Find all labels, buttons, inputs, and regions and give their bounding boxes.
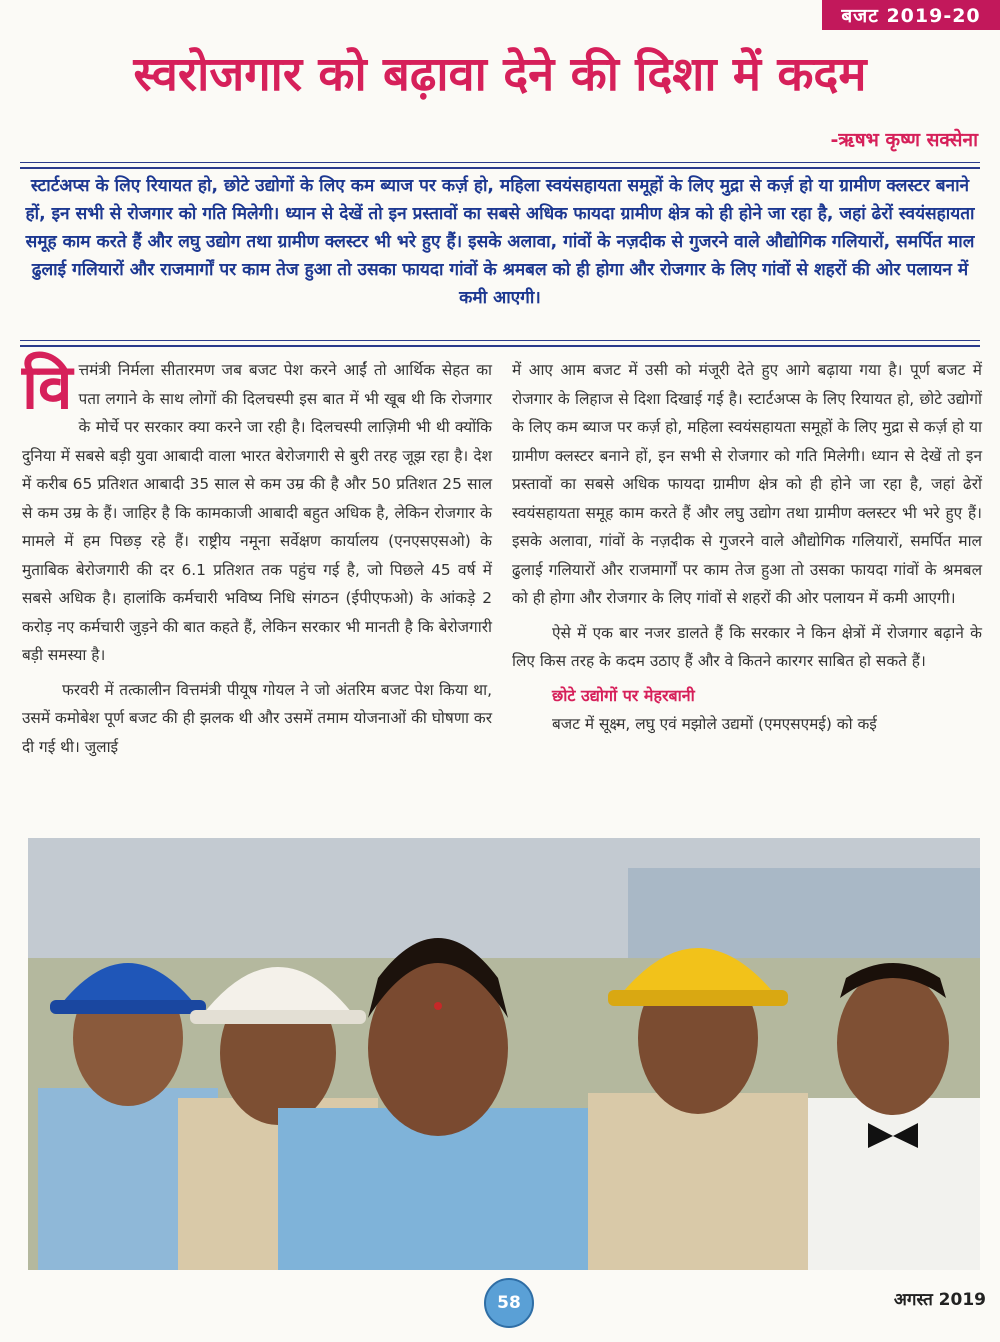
article-title: स्वरोजगार को बढ़ावा देने की दिशा में कदम	[133, 47, 867, 102]
workers-photo	[28, 838, 980, 1270]
intro-rule-bottom	[20, 340, 980, 347]
section-badge: बजट 2019-20	[822, 0, 1000, 30]
article-column-left	[22, 350, 492, 767]
paragraph-5: बजट में सूक्ष्म, लघु एवं मझोले उद्यमों (एमएसएमई) को कई	[552, 715, 877, 733]
paragraph-3: में आए आम बजट में उसी को मंजूरी देते हुए आगे बढ़ाया गया है। पूर्ण बजट में रोजगार के लिहाज से दिशा दिखाई गई है। स्टार्टअप्स के लिए रियायत हो, छोटे उद्योगों के लिए कम ब्याज पर कर्ज़ हो, महिला स्वयंसहायता समूहों के लिए मुद्रा से कर्ज़ हो या ग्रामीण क्लस्टर बनाने हों, इन सभी से रोजगार को गति मिलेगी। ध्यान से देखें तो इन प्रस्तावों का सबसे अधिक फायदा ग्रामीण क्षेत्र को ही होने जा रहा है, जहां ढेरों स्वयंसहायता समूह काम करते हैं और लघु उद्योग तथा ग्रामीण क्लस्टर भी भरे हुए हैं। इसके अलावा, गांवों के नज़दीक से गुजरने वाले औद्योगिक गलियारों, समर्पित माल ढुलाई गलियारों और राजमार्गों पर काम तेज हुआ तो उसका फायदा गांवों के श्रमबल को ही होगा और रोजगार के लिए गांवों से शहरों की ओर पलायन में कमी आएगी।	[512, 361, 982, 607]
paragraph-1	[22, 350, 492, 670]
author-byline: -ऋषभ कृष्ण सक्सेना	[830, 129, 978, 151]
paragraph-2: फरवरी में तत्कालीन वित्तमंत्री पीयूष गोयल ने जो अंतरिम बजट पेश किया था, उसमें कमोबेश पूर्ण बजट की ही झलक थी और उसमें तमाम योजनाओं की घोषणा कर दी गई थी। जुलाई	[22, 680, 492, 756]
paragraph-1-text: त्तमंत्री निर्मला सीतारमण जब बजट पेश करने आईं तो आर्थिक सेहत का पता लगाने के साथ लोगों की दिलचस्पी इस बात में भी खूब थी कि रोजगार के मोर्चे पर सरकार क्या करने जा रही है। दिलचस्पी लाज़िमी भी थी क्योंकि दुनिया में सबसे बड़ी युवा आबादी वाला भारत बेरोजगारी से बुरी तरह जूझ रहा है। देश में करीब 65 प्रतिशत आबादी 35 साल से कम उम्र की है और 50 प्रतिशत 25 साल से कम उम्र के हैं। जाहिर है कि कामकाजी आबादी बहुत अधिक है, लेकिन रोजगार के मामले में हम पिछड़ रहे हैं। राष्ट्रीय नमूना सर्वेक्षण कार्यालय (एनएसएसओ) के मुताबिक बेरोजगारी की दर 6.1 प्रतिशत तक पहुंच गई है, जो पिछले 45 वर्ष में सबसे अधिक है। हालांकि कर्मचारी भविष्य निधि संगठन (ईपीएफओ) के आंकड़े 2 करोड़ नए कर्मचारी जुड़ने की बात कहते हैं, लेकिन सरकार भी मानती है कि बेरोजगारी बड़ी समस्या है।	[22, 361, 492, 664]
intro-summary: स्टार्टअप्स के लिए रियायत हो, छोटे उद्योगों के लिए कम ब्याज पर कर्ज़ हो, महिला स्वयंसहायता समूहों के लिए मुद्रा से कर्ज़ हो या ग्रामीण क्लस्टर बनाने हों, इन सभी से रोजगार को गति मिलेगी। ध्यान से देखें तो इन प्रस्तावों का सबसे अधिक फायदा ग्रामीण क्षेत्र को ही होने जा रहा है, जहां ढेरों स्वयंसहायता समूह काम करते हैं और लघु उद्योग तथा ग्रामीण क्लस्टर भी भरे हुए हैं। इसके अलावा, गांवों के नज़दीक से गुजरने वाले औद्योगिक गलियारों, समर्पित माल ढुलाई गलियारों और राजमार्गों पर काम तेज हुआ तो उसका फायदा गांवों के श्रमबल को ही होगा और रोजगार के लिए गांवों से शहरों की ओर पलायन में कमी आएगी।	[25, 176, 975, 308]
workers-illustration	[28, 838, 980, 1270]
drop-cap: वि	[22, 350, 73, 423]
issue-month: अगस्त 2019	[893, 1290, 986, 1310]
worker-yellow-helmet	[588, 948, 808, 1270]
subheading: छोटे उद्योगों पर मेहरबानी	[552, 685, 695, 705]
page-number: 58	[484, 1278, 534, 1328]
article-column-right	[512, 356, 982, 745]
paragraph-4: ऐसे में एक बार नजर डालते हैं कि सरकार ने किन क्षेत्रों में रोजगार बढ़ाने के लिए किस तरह के कदम उठाए हैं और वे कितने कारगर साबित हो सकते हैं।	[512, 623, 982, 670]
intro-rule-top	[20, 162, 980, 169]
